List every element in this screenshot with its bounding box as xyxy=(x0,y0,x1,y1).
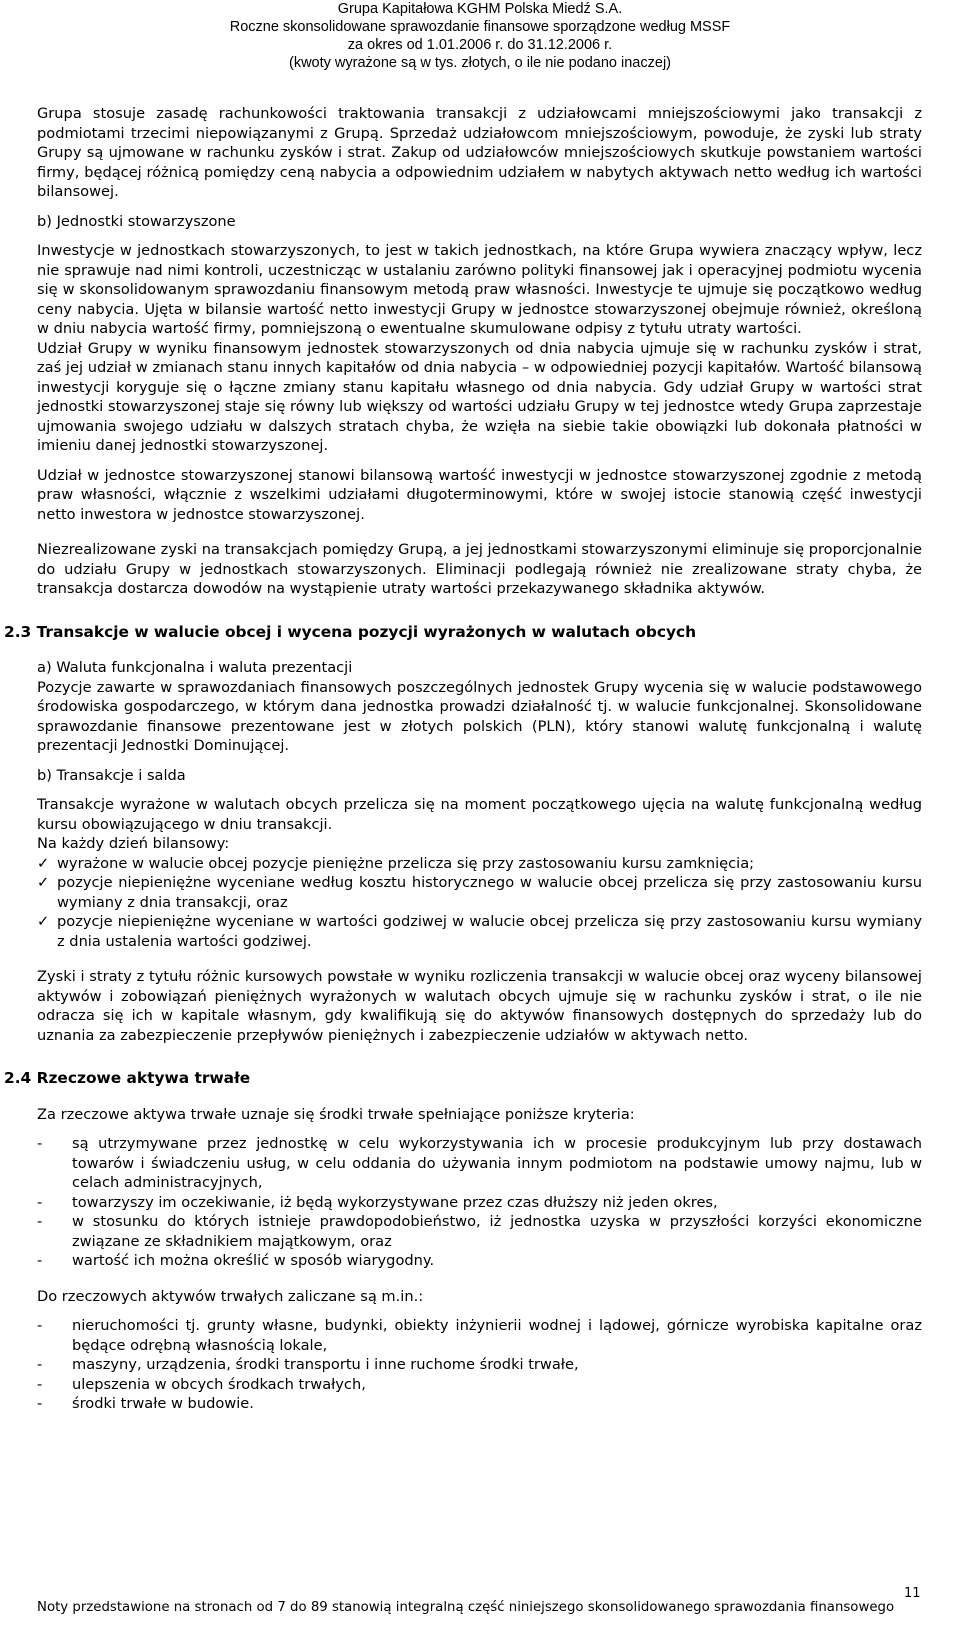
list-item-text: środki trwałe w budowie. xyxy=(72,1395,254,1412)
paragraph-transactions: Transakcje wyrażone w walutach obcych przelicza się na moment początkowego ujęcia na walutę funkcjonalną według kursu obowiązującego w dniu transakcji. xyxy=(37,796,922,833)
dash-bullet: - xyxy=(37,1356,43,1373)
list-item xyxy=(37,1375,922,1395)
header-company: Grupa Kapitałowa KGHM Polska Miedź S.A. xyxy=(337,1,623,17)
list-item xyxy=(37,1251,922,1271)
paragraph-associates-4: Niezrealizowane zyski na transakcjach pomiędzy Grupą, a jej jednostkami stowarzyszonymi eliminuje się proporcjonalnie do udziału Grupy w jednostkach stowarzyszonych. Eliminacji podlegają również nie zrealizowane straty chyba, że transakcja dostarcza dowodów na wystąpienie utraty wartości przekazywanego składnika aktywów. xyxy=(37,541,922,597)
header-units-note: (kwoty wyrażone są w tys. złotych, o ile nie podano inaczej) xyxy=(288,55,671,71)
dash-bullet: - xyxy=(37,1252,43,1269)
checklist-balance-day xyxy=(37,854,922,952)
list-item xyxy=(37,1394,922,1414)
paragraph-associates-3: Udział w jednostce stowarzyszonej stanowi bilansową wartość inwestycji w jednostce stowarzyszonej zgodnie z metodą praw własności, włącznie z wszelkimi udziałami długoterminowymi, które w swojej istocie stanowią część inwestycji netto inwestora w jednostce stowarzyszonej. xyxy=(37,466,922,523)
header-report-title: Roczne skonsolidowane sprawozdanie finansowe sporządzone według MSSF xyxy=(229,19,731,35)
paragraph-ppe-criteria-intro: Za rzeczowe aktywa trwałe uznaje się środki trwałe spełniające poniższe kryteria: xyxy=(37,1105,635,1123)
paragraph-associates-1: Inwestycje w jednostkach stowarzyszonych, to jest w takich jednostkach, na które Grupa wywiera znaczący wpływ, lecz nie sprawuje nad nimi kontroli, uczestnicząc w ustalaniu zarówno polityki finansowej jak i operacyjnej podmiotu wycenia się w skonsolidowanym sprawozdaniu finansowym metodą praw własności. Inwestycje te ujmuje się początkowo według ceny nabycia. Ujęta w bilansie wartość netto inwestycji Grupy w jednostce stowarzyszonej obejmuje również, określoną w dniu nabycia wartość firmy, pomniejszoną o ewentualne skumulowane odpisy z tytułu utraty wartości. xyxy=(37,242,922,337)
dash-bullet: - xyxy=(37,1375,43,1393)
checkmark-icon: ✓ xyxy=(37,913,50,930)
dash-bullet: - xyxy=(37,1135,43,1152)
list-item-text: wyrażone w walucie obcej pozycje pieniężne przelicza się przy zastosowaniu kursu zamknięcia; xyxy=(57,854,755,872)
subheading-transactions-balances: b) Transakcje i salda xyxy=(37,766,186,784)
paragraph-associates-2: Udział Grupy w wyniku finansowym jednostek stowarzyszonych od dnia nabycia ujmuje się w rachunku zysków i strat, zaś jej udział w zmianach stanu innych kapitałów od dnia nabycia – w odpowiedniej pozycji kapitałów. Wartość bilansową inwestycji koryguje się o łączne zmiany stanu kapitału własnego od dnia nabycia. Gdy udział Grupy w wartości strat jednostki stowarzyszonej staje się równy lub większy od wartości udziału Grupy w tej jednostce wtedy Grupa zaprzestaje ujmowania swojego udziału w dalszych stratach chyba, że wzięła na siebie takie obowiązki lub dokonała płatności w imieniu danej jednostki stowarzyszonej. xyxy=(37,339,922,454)
subheading-associates: b) Jednostki stowarzyszone xyxy=(37,212,236,230)
list-ppe-items xyxy=(37,1316,922,1414)
checkmark-icon: ✓ xyxy=(37,854,50,872)
footer-note: Noty przedstawione na stronach od 7 do 89 stanowią integralną część niniejszego skonsolidowanego sprawozdania finansowego xyxy=(37,1600,895,1615)
list-item-text: są utrzymywane przez jednostkę w celu wykorzystywania ich w procesie produkcyjnym lub przy dostawach towarów i świadczeniu usług, w celu oddania do używania innym podmiotom na podstawie umowy najmu, lub w celach administracyjnych, xyxy=(72,1135,922,1191)
paragraph-balance-day: Na każdy dzień bilansowy: xyxy=(37,835,230,852)
section-heading-2-4: 2.4 Rzeczowe aktywa trwałe xyxy=(4,1069,251,1087)
paragraph-functional-currency: Pozycje zawarte w sprawozdaniach finansowych poszczególnych jednostek Grupy wycenia się w walucie podstawowego środowiska gospodarczego, w którym dana jednostka prowadzi działalność tj. w walucie funkcjonalnej. Skonsolidowane sprawozdanie finansowe prezentowane jest w złotych polskich (PLN), który stanowi walutę funkcjonalną i walutę prezentacji Jednostki Dominującej. xyxy=(37,678,922,754)
dash-bullet: - xyxy=(37,1395,43,1412)
list-item xyxy=(37,1355,922,1375)
dash-bullet: - xyxy=(37,1317,43,1334)
list-item-text: towarzyszy im oczekiwanie, iż będą wykorzystywane przez czas dłuższy niż jeden okres, xyxy=(72,1193,718,1211)
dash-bullet: - xyxy=(37,1193,43,1211)
list-item-text: w stosunku do których istnieje prawdopodobieństwo, iż jednostka uzyska w przyszłości korzyści ekonomiczne związane ze składnikiem majątkowym, oraz xyxy=(72,1213,922,1250)
list-item xyxy=(37,1134,922,1193)
header-period: za okres od 1.01.2006 r. do 31.12.2006 r. xyxy=(347,37,613,53)
list-item-text: pozycje niepieniężne wyceniane w wartości godziwej w walucie obcej przelicza się przy zastosowaniu kursu wymiany z dnia ustalenia wartości godziwej. xyxy=(57,913,922,950)
checkmark-icon: ✓ xyxy=(37,874,50,891)
list-item-text: pozycje niepieniężne wyceniane według kosztu historycznego w walucie obcej przelicza się przy zastosowaniu kursu wymiany z dnia transakcji, oraz xyxy=(57,874,922,911)
list-item xyxy=(37,1193,922,1213)
list-item-text: ulepszenia w obcych środkach trwałych, xyxy=(72,1375,366,1393)
subheading-functional-currency: a) Waluta funkcjonalna i waluta prezentacji xyxy=(37,659,353,676)
paragraph-minority-policy: Grupa stosuje zasadę rachunkowości traktowania transakcji z udziałowcami mniejszościowymi jako transakcji z podmiotami trzecimi niepowiązanymi z Grupą. Sprzedaż udziałowcom mniejszościowym, powoduje, że zyski lub straty Grupy są ujmowane w rachunku zysków i strat. Zakup od udziałowców mniejszościowych skutkuje powstaniem wartości firmy, będącej różnicą pomiędzy ceną nabycia a odpowiednim udziałem w nabytych aktywach netto według ich wartości bilansowej. xyxy=(37,105,922,200)
list-item xyxy=(37,912,922,951)
list-item xyxy=(37,1316,922,1355)
list-item-text: wartość ich można określić w sposób wiarygodny. xyxy=(72,1252,435,1269)
document-body xyxy=(4,104,922,1414)
paragraph-ppe-includes: Do rzeczowych aktywów trwałych zaliczane są m.in.: xyxy=(37,1287,424,1305)
list-item xyxy=(37,854,922,874)
section-heading-2-3: 2.3 Transakcje w walucie obcej i wycena pozycji wyrażonych w walutach obcych xyxy=(4,622,697,641)
page-number: 11 xyxy=(904,1586,921,1601)
dash-bullet: - xyxy=(37,1213,43,1230)
list-item xyxy=(37,873,922,912)
list-item xyxy=(37,1212,922,1251)
page-header xyxy=(0,0,960,72)
paragraph-exchange-differences: Zyski i straty z tytułu różnic kursowych powstałe w wyniku rozliczenia transakcji w walucie obcej oraz wyceny bilansowej aktywów i zobowiązań pieniężnych wyrażonych w walutach obcych ujmuje się w rachunku zysków i strat, o ile nie odracza się ich w kapitale własnym, gdy kwalifikują się do aktywów finansowych dostępnych do sprzedaży lub do uznania za zabezpieczenie przepływów pieniężnych i zabezpieczenie udziałów w aktywach netto. xyxy=(37,968,922,1044)
list-item-text: nieruchomości tj. grunty własne, budynki, obiekty inżynierii wodnej i lądowej, górnicze wyrobiska kapitalne oraz będące odrębną własnością lokale, xyxy=(72,1317,922,1354)
list-item-text: maszyny, urządzenia, środki transportu i inne ruchome środki trwałe, xyxy=(72,1356,579,1373)
list-ppe-criteria xyxy=(37,1134,922,1271)
